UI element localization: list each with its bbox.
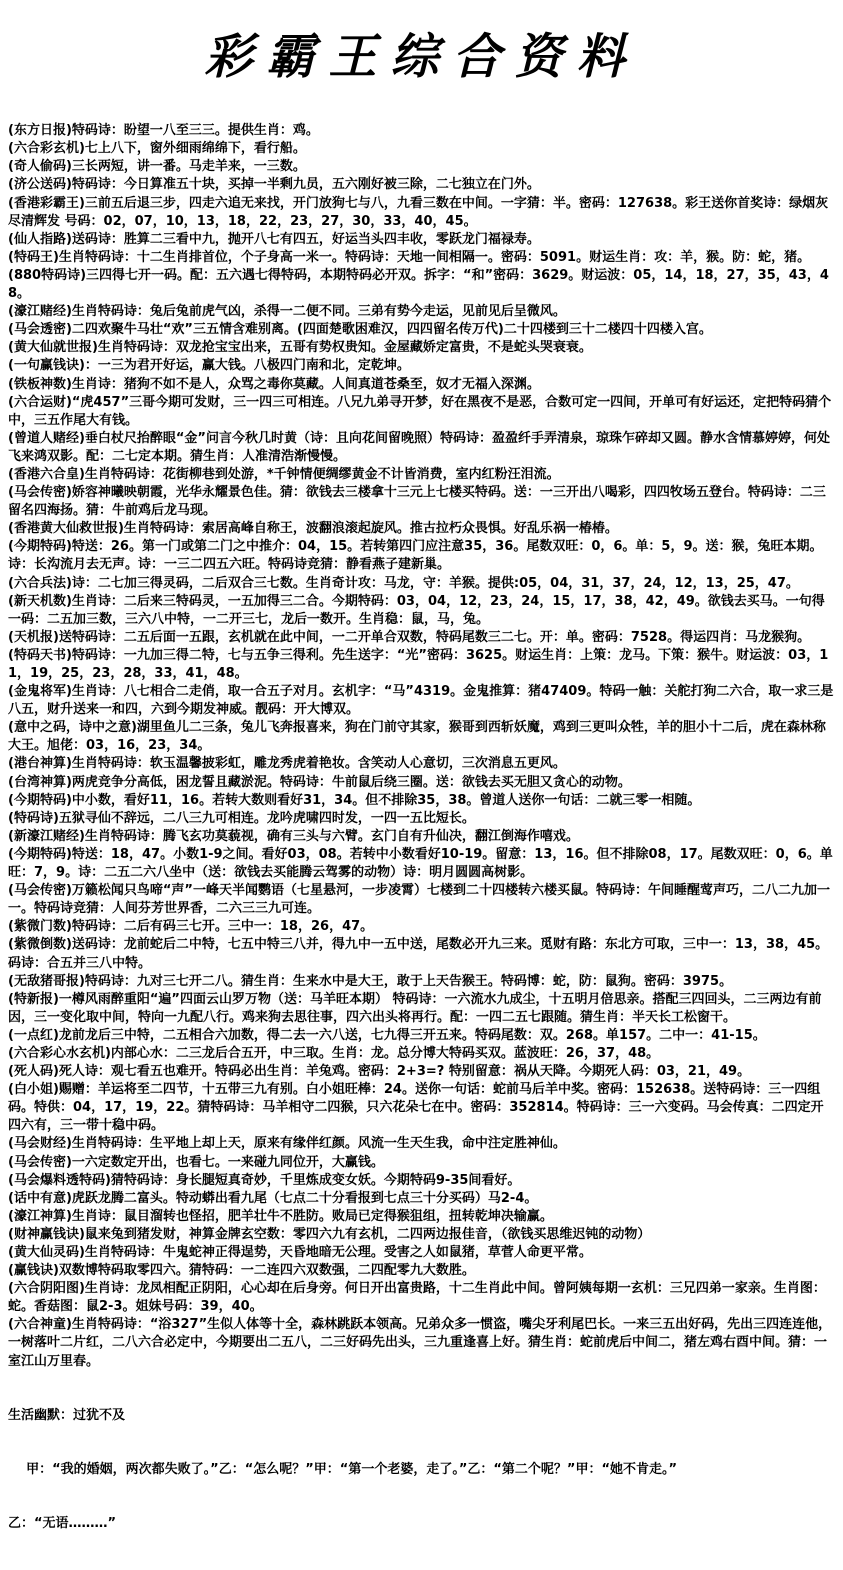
paragraph: (死人码)死人诗：观七看五也难开。特码必出生肖：羊兔鸡。密码：2+3=? 特别留意：祸从天降。今期死人码：03，21，49。: [8, 1064, 751, 1080]
paragraph: (奇人偷码)三长两短，讲一番。马走羊来，一三数。: [8, 159, 306, 175]
paragraph: (马会传密)娇容神曦映朝霞，光华永耀景色佳。猜：欲钱去三楼拿十三元上七楼买特码。送：一三开出八喝彩，四四牧场五登台。特码诗：二三留名四海扬。猜：牛前鸡后龙马现。: [8, 485, 826, 519]
paragraph: (香港黄大仙救世报)生肖特码诗：索居高峰自称王，波翻浪滚起旋风。推古拉朽众畏惧。好乱乐祸一椿椿。: [8, 521, 618, 537]
paragraph: (特码诗)五狱寻仙不辞远，二八三九可相连。龙吟虎啸四时发，一四一五比短长。: [8, 810, 475, 826]
paragraph: (特新报)一樽风雨醉重阳“遍”四面云山罗万物（送：马羊旺本期） 特码诗：一六流水九成尘，十五明月倍思亲。搭配三四回头，二三两边有前因，三一变化取中间，特向一九配八行。鸡来狗去思往事，四六出头将再行。配：一四二五七跟随。猜生肖：半天长工松窗干。: [8, 991, 822, 1025]
paragraph: (新天机数)生肖诗：二后来三特码灵，一五加得三二合。今期特码：03，04，12，23，24，15，17，38，42，49。欲钱去买马。一句得一码：二五加三数，三六八中特，一二开三七，龙后一数开。生肖稳：鼠，马，兔。: [8, 593, 825, 627]
paragraph: (濠江赌经)生肖特码诗：兔后兔前虎气凶，杀得一二便不同。三弟有势今走运，见前见后呈微风。: [8, 304, 566, 320]
document-body: [8, 86, 836, 1570]
paragraph: (香港彩霸王)三前五后退三步，四走六追无来找，开门放狗七与八，九看三数在中间。一字猜：半。密码：127638。彩王送你首奖诗：绿烟灰尽清辉发 号码：02，07，10，13，18，22，23，27，30，33，40，45。: [8, 195, 829, 229]
paragraph: (黄大仙灵码)生肖特码诗：牛鬼蛇神正得逞势，天昏地暗无公理。受害之人如鼠猪，草菅人命更平常。: [8, 1245, 592, 1260]
paragraph: (六合神童)生肖特码诗：“浴327”生似人体等十全，森林跳跃本领高。兄弟众多一惯盗，嘴尖牙利尾巴长。一来三五出好码，先出三四连连他，一树落叶二片红，二八六合必定中，今期要出二五八，二三好码先出头，三九重逢喜上好。猜生肖：蛇前虎后中间二，猪左鸡右酉中间。猜：一室江山万里春。: [8, 1317, 832, 1369]
paragraph: (马会传密)万籁松闻只鸟啼“声”一峰天半闻鹦语（七星悬河，一步凌霄）七楼到二十四楼转六楼买鼠。特码诗：午间睡醒莺声巧，二八二九加一一。特码诗竞猜：人间芬芳世界香，二六三三九可连。: [8, 883, 830, 917]
paragraph: (六合兵法)诗：二七加三得灵码，二后双合三七数。生肖奇计攻：马龙，守：羊猴。提供:05，04，31，37，24，12，13，25，47。: [8, 575, 799, 591]
paragraph: (天机报)送特码诗：二五后面一五跟，玄机就在此中间，一二开单合双数，特码尾数三二七。开：单。密码：7528。得运四肖：马龙猴狗。: [8, 629, 811, 645]
humor-dialog-line: 乙：“无语………”: [8, 1516, 117, 1532]
paragraph: (今期特码)特送：26。第一门或第二门之中推介：04，15。若转第四门应注意35，36。尾数双旺：0，6。单：5，9。送：猴，兔旺本期。诗：长沟流月去无声。诗：一三二四五六旺。特码诗竞猜：静看燕子建新巢。: [8, 539, 823, 573]
paragraph: (六合运财)“虎457”三哥今期可发财，三一四三可相连。八兄九弟寻开梦，好在黑夜不是恶，合数可定一四间，开单可有好运还，定把特码猜个中，三五作尾大有钱。: [8, 394, 832, 428]
paragraph: (今期特码)特送：18，47。小数1-9之间。看好03，08。若转中小数看好10-19。留意：13，16。但不排除08，17。尾数双旺：0，6。单旺：7，9。诗：二五二六八坐中（送：欲钱去买能腾云驾雾的动物）诗：明月圆圆高树影。: [8, 846, 833, 881]
paragraph: (马会财经)生肖特码诗：生平地上却上天，原来有缘伴红颜。风流一生天生我，命中注定胜神仙。: [8, 1136, 566, 1152]
paragraph: (紫微门数)特码诗：二后有码三七开。三中一：18，26，47。: [8, 919, 374, 935]
paragraph: (黄大仙就世报)生肖特码诗：双龙抢宝宝出来，五哥有势权贵知。金屋藏娇定富贵，不是蛇头哭衰衰。: [8, 340, 592, 356]
paragraph: (无敌猪哥报)特码诗：九对三七开二八。猜生肖：生来水中是大王，敢于上天告猴王。特码博：蛇，防：鼠狗。密码：3975。: [8, 973, 733, 989]
paragraph: (台湾神算)两虎竞争分高低，困龙誓且藏淤泥。特码诗：牛前鼠后绕三圈。送：欲钱去买无胆又贪心的动物。: [8, 774, 631, 790]
paragraph: (话中有意)虎跃龙腾二富头。特动蟒出看九尾（七点二十分看报到七点三十分买码）马2-4。: [8, 1190, 538, 1206]
paragraph: (马会透密)二四欢聚牛马壮“欢”三五情含难别离。(四面楚歌困难汉，四四留名传万代)二十四楼到三十二楼四十四楼入宫。: [8, 322, 712, 338]
paragraph: (一点红)龙前龙后三中特，二五相合六加数，得二去一六八送，七九得三开五来。特码尾数：双。268。单157。二中一：41-15。: [8, 1027, 766, 1043]
paragraph: (今期特码)中小数，看好11，16。若转大数则看好31，34。但不排除35，38。曾道人送你一句话：二就三零一相随。: [8, 792, 701, 808]
paragraph: (六合阴阳图)生肖诗：龙凤相配正阴阳，心心却在后身旁。何日开出富贵路，十二生肖此中间。曾阿姨每期一玄机：三兄四弟一家亲。生肖图：蛇。香菇图：鼠2-3。姐妹号码：39，40。: [8, 1281, 826, 1315]
paragraph: (意中之码，诗中之意)湖里鱼儿二三条，兔儿飞奔报喜来，狗在门前守其家，猴哥到西斩妖魔，鸡到三更叫众牲，羊的胆小十二后，虎在森林称大王。旭佬：03，16，23，34。: [8, 720, 826, 754]
paragraph: (新濠江赌经)生肖特码诗：腾飞玄功莫藐视，确有三头与六臂。玄门自有升仙决，翻江倒海作嘻戏。: [8, 828, 579, 844]
paragraph: (香港六合皇)生肖特码诗：花街柳巷到处游，*千钟情便绸缪黄金不计皆消费，室内红粉汪泪流。: [8, 466, 560, 482]
paragraph: (港台神算)生肖特码诗：软玉温馨披彩虹，雕龙秀虎着艳妆。含笑动人心意切，三次消息五更风。: [8, 756, 566, 772]
paragraph: (特码王)生肖特码诗：十二生肖排首位，个子身高一米一。特码诗：天地一间相隔一。密码：5091。财运生肖：攻：羊，猴。防：蛇，猪。: [8, 249, 811, 265]
humor-heading: 生活幽默：过犹不及: [8, 1407, 126, 1423]
paragraph: (东方日报)特码诗：盼望一八至三三。提供生肖：鸡。: [8, 123, 319, 139]
paragraph: (济公送码)特码诗：今日算准五十块，买掉一半剩九员，五六刚好被三除，二七独立在门外。: [8, 177, 540, 193]
humor-dialog-line: 甲：“我的婚姻，两次都失败了。”乙：“怎么呢？”甲：“第一个老婆，走了。”乙：“第二个呢？”甲：“她不肯走。”: [8, 1462, 678, 1478]
paragraph: (曾道人赌经)垂白杖尺抬醉眼“金”问言今秋几时黄（诗：且向花间留晚照）特码诗：盈盈纤手弄清泉，琼珠乍碎却又圆。静水含情慕婷婷，何处飞来鸿双影。配：二七定本期。猜生肖：人准清浩渐慢慢。: [8, 430, 830, 464]
paragraph: (濠江神算)生肖诗：鼠目溜转也怪招，肥羊壮牛不胜防。败局已定得猴狙组，扭转乾坤决输赢。: [8, 1208, 553, 1224]
paragraph: (特码天书)特码诗：一九加三得二特，七与五争三得利。先生送字：“光”密码：3625。财运生肖：上策：龙马。下策：猴牛。财运波：03，11，19，25，23，28，33，41，48。: [8, 647, 829, 681]
paragraph: (财神赢钱诀)鼠来兔到猪发财，神算金牌玄空数：零四六九有玄机，二四两边报佳音，（欲钱买思维迟钝的动物）: [8, 1226, 651, 1242]
paragraph: (马会传密)一六定数定开出，也看七。一来碰九同位开，大赢钱。: [8, 1154, 384, 1170]
paragraph: (白小姐)赐赠：羊运将至二四节，十五带三九有别。白小姐旺棒：24。送你一句话：蛇前马后羊中奖。密码：152638。送特码诗：三一四组码。特供：04，17，19，22。猜特码诗：马羊相守二四猴，只六花朵七在中。密码：352814。特码诗：三一六变码。马会传真：二四定开四六有，三一带十稳中码。: [8, 1082, 824, 1134]
paragraph: (仙人指路)送码诗：胜算二三看中九，抛开八七有四五，好运当头四丰收，零跃龙门福禄寿。: [8, 231, 540, 247]
page-title: 彩霸王综合资料: [204, 29, 639, 85]
paragraph: (赢钱诀)双数博特码取零四六。猜特码：一二连四六双数强，二四配零九大数胜。: [8, 1263, 475, 1279]
paragraph: (六合彩玄机)七上八下，窗外细雨绵绵下，看行船。: [8, 141, 306, 157]
paragraph: (一句赢钱诀)：一三为君开好运，赢大钱。八极四门南和北，定乾坤。: [8, 358, 410, 374]
paragraph: (880特码诗)三四得七开一码。配：五六遇七得特码，本期特码必开双。拆字：“和”密码：3629。财运波：05，14，18，27，35，43，48。: [8, 267, 829, 302]
paragraph: (六合彩心水玄机)内部心水：二三龙后合五开，中三取。生肖：龙。总分博大特码买双。蓝波旺：26，37，48。: [8, 1045, 660, 1061]
paragraph: (紫微倒数)送码诗：龙前蛇后二中特，七五中特三八并，得九中一五中送，尾数必开九三来。觅财有路：东北方可取，三中一：13，38，45。码诗：合五并三八中特。: [8, 937, 829, 971]
paragraph-list: [8, 122, 836, 1370]
paragraph: (铁板神数)生肖诗：猪狗不如不是人，众骂之毒你莫藏。人间真道苍桑至，奴才无福入深渊。: [8, 376, 540, 392]
paragraph: (马会爆料透特码)猜特码诗：身长腿短真奇妙，千里炼成变女妖。今期特码9-35间看好。: [8, 1172, 521, 1188]
paragraph: (金鬼将军)生肖诗：八七相合二走俏，取一合五子对月。玄机字：“马”4319。金鬼推算：猪47409。特码一触：关舵打狗二六合，取一求三是八五，财升送来一和四，六到今期发神威。靓码：开大博双。: [8, 684, 834, 718]
